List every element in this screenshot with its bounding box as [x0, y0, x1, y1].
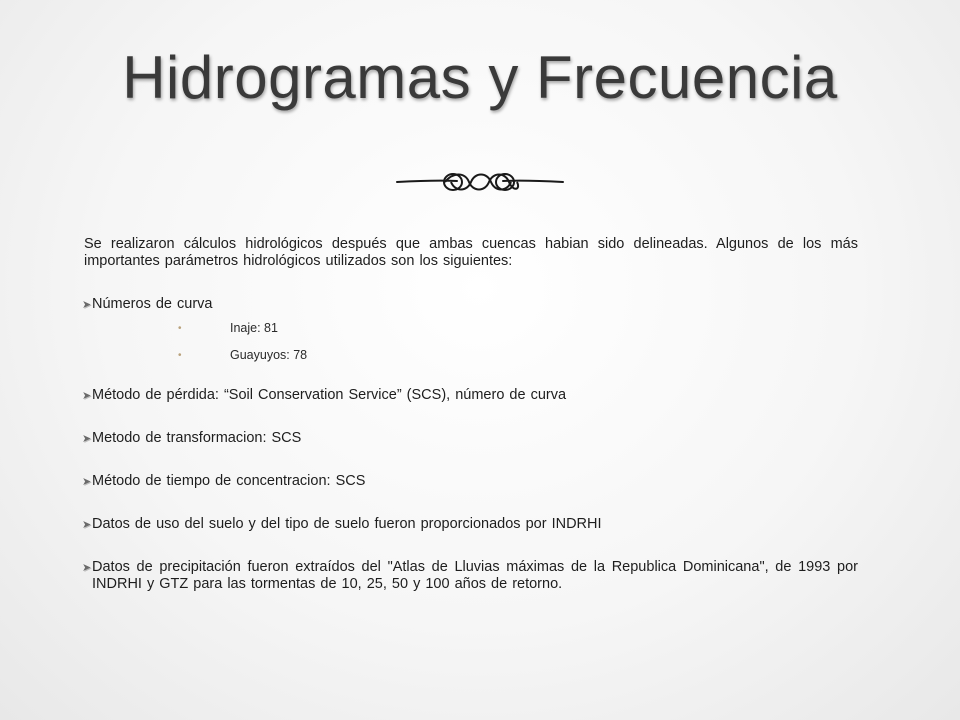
- arrow-bullet-icon: ➤: [82, 390, 92, 402]
- sub-bullet-list: [84, 321, 858, 363]
- bullet-item: [84, 473, 858, 490]
- bullet-item: [84, 430, 858, 447]
- bullet-text: Método de pérdida: “Soil Conservation Service” (SCS), número de curva: [92, 387, 567, 403]
- bullet-item: [84, 516, 858, 533]
- sub-bullet-item: [84, 321, 858, 336]
- dot-bullet-icon: •: [178, 350, 182, 361]
- arrow-bullet-icon: ➤: [82, 299, 92, 311]
- bullet-item: [84, 296, 858, 313]
- bullet-item: [84, 559, 858, 593]
- bullet-item: [84, 387, 858, 404]
- arrow-bullet-icon: ➤: [82, 476, 92, 488]
- sub-bullet-text: Inaje: 81: [230, 321, 278, 335]
- bullet-text: Datos de precipitación fueron extraídos del "Atlas de Lluvias máximas de la Republica Dominicana", de 1993 por INDRHI y GTZ para las tormentas de 10, 25, 50 y 100 años de retorno.: [92, 559, 858, 592]
- bullet-text: Datos de uso del suelo y del tipo de suelo fueron proporcionados por INDRHI: [92, 516, 602, 532]
- arrow-bullet-icon: ➤: [82, 433, 92, 445]
- slide-title: Hidrogramas y Frecuencia: [122, 44, 838, 111]
- arrow-bullet-icon: ➤: [82, 519, 92, 531]
- scroll-ornament-icon: [395, 168, 565, 196]
- sub-bullet-item: [84, 348, 858, 363]
- slide-content: [84, 236, 858, 619]
- arrow-bullet-icon: ➤: [82, 562, 92, 574]
- bullet-text: Números de curva: [92, 296, 213, 312]
- sub-bullet-text: Guayuyos: 78: [230, 348, 308, 362]
- dot-bullet-icon: •: [178, 323, 182, 334]
- intro-paragraph: Se realizaron cálculos hidrológicos después que ambas cuencas habian sido delineadas. Algunos de los más importantes parámetros hidrológicos utilizados son los siguientes:: [84, 236, 858, 269]
- bullet-text: Método de tiempo de concentracion: SCS: [92, 473, 366, 489]
- bullet-text: Metodo de transformacion: SCS: [92, 430, 302, 446]
